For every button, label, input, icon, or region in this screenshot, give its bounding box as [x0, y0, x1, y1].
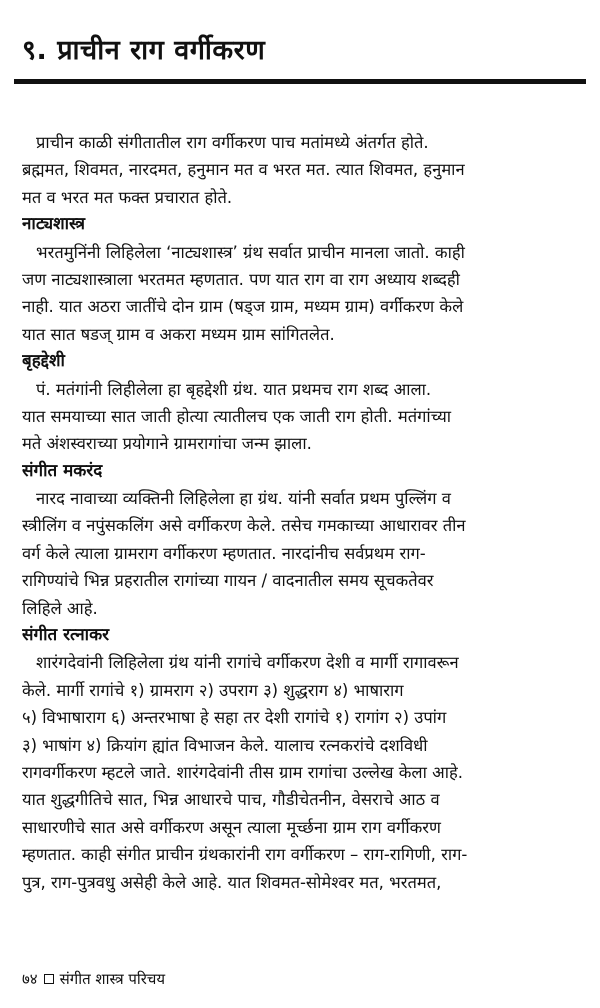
section-heading: बृहद्देशी	[22, 351, 65, 372]
text-line: भरतमुनिंनी लिहिलेला ‘नाट्यशास्त्र’ ग्रंथ सर्वात प्राचीन मानला जातो. काही	[36, 242, 465, 262]
text-line: ३) भाषांग ४) क्रियांग ह्यांत विभाजन केले. यालाच रत्नकरांचे दशविधी	[22, 735, 428, 755]
text-line: यात समयाच्या सात जाती होत्या त्यातीलच एक जाती राग होती. मतंगांच्या	[22, 406, 452, 426]
text-line: साधारणीचे सात असे वर्गीकरण असून त्याला मूर्च्छना ग्राम राग वर्गीकरण	[22, 817, 441, 837]
book-title: संगीत शास्त्र परिचय	[59, 970, 166, 988]
title-underline-rule	[14, 79, 586, 84]
page-body	[22, 129, 588, 896]
text-line: ५) विभाषाराग ६) अन्तरभाषा हे सहा तर देशी रागांचे १) रागांग २) उपांग	[22, 708, 447, 728]
square-box-icon	[44, 974, 54, 984]
text-line: मत व भरत मत फक्त प्रचारात होते.	[22, 187, 233, 207]
text-line: वर्ग केले त्याला ग्रामराग वर्गीकरण म्हणतात. नारदांनीच सर्वप्रथम राग-	[22, 543, 426, 563]
text-line: नारद नावाच्या व्यक्तिनी लिहिलेला हा ग्रंथ. यांनी सर्वात प्रथम पुल्लिंग व	[36, 489, 451, 509]
text-line: पुत्र, राग-पुत्रवधु असेही केले आहे. यात शिवमत-सोमेश्वर मत, भरतमत,	[22, 872, 442, 892]
text-line: नाही. यात अठरा जातींचे दोन ग्राम (षड्ज ग्राम, मध्यम ग्राम) वर्गीकरण केले	[22, 297, 464, 317]
text-line: केले. मार्गी रागांचे १) ग्रामराग २) उपराग ३) शुद्धराग ४) भाषाराग	[22, 680, 404, 700]
text-line: शारंगदेवांनी लिहिलेला ग्रंथ यांनी रागांचे वर्गीकरण देशी व मार्गी रागावरून	[36, 653, 459, 673]
text-line: प्राचीन काळी संगीतातील राग वर्गीकरण पाच मतांमध्ये अंतर्गत होते.	[36, 133, 429, 152]
section-heading: नाट्यशास्त्र	[22, 214, 86, 235]
text-line: लिहिले आहे.	[22, 598, 98, 618]
text-line: यात शुद्धगीतिचे सात, भिन्न आधारचे पाच, गौडीचेतनीन, वेसराचे आठ व	[22, 790, 440, 810]
text-line: जण नाट्यशास्त्राला भरतमत म्हणतात. पण यात राग वा राग अध्याय शब्दही	[22, 269, 460, 289]
chapter-title: ९. प्राचीन राग वर्गीकरण	[22, 35, 266, 66]
section-heading: संगीत मकरंद	[22, 460, 103, 481]
text-line: ब्रह्ममत, शिवमत, नारदमत, हनुमान मत व भरत मत. त्यात शिवमत, हनुमान	[22, 160, 465, 180]
text-line: रागवर्गीकरण म्हटले जाते. शारंगदेवांनी तीस ग्राम रागांचा उल्लेख केला आहे.	[22, 762, 463, 782]
section-heading: संगीत रत्नाकर	[22, 625, 110, 646]
text-line: रागिण्यांचे भिन्न प्रहरातील रागांच्या गायन / वादनातील समय सूचकतेवर	[22, 571, 434, 591]
text-line: मते अंशस्वराच्या प्रयोगाने ग्रामरागांचा जन्म झाला.	[22, 434, 312, 454]
text-line: पं. मतंगांनी लिहीलेला हा बृहद्देशी ग्रंथ. यात प्रथमच राग शब्द आला.	[36, 379, 432, 399]
text-line: म्हणतात. काही संगीत प्राचीन ग्रंथकारांनी राग वर्गीकरण – राग-रागिणी, राग-	[22, 845, 468, 865]
page-number: ७४	[22, 970, 38, 988]
text-line: यात सात षडज् ग्राम व अकरा मध्यम ग्राम सांगितलेत.	[22, 324, 335, 344]
page-footer	[22, 969, 165, 989]
text-line: स्त्रीलिंग व नपुंसकलिंग असे वर्गीकरण केले. तसेच गमकाच्या आधारावर तीन	[22, 516, 466, 536]
